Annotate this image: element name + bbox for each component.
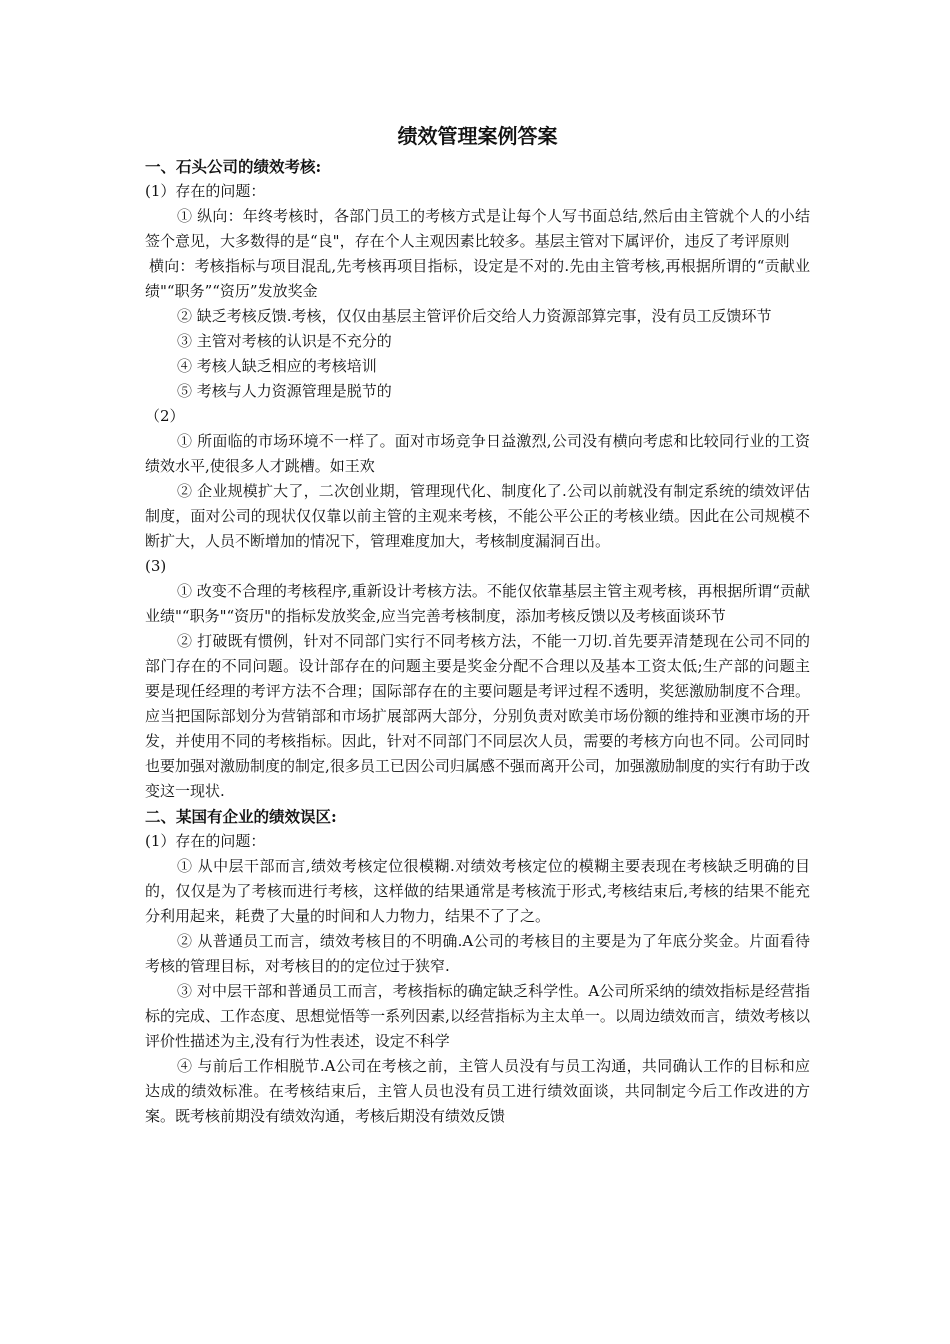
section-1-part-2-item: ② 企业规模扩大了，二次创业期，管理现代化、制度化了.公司以前就没有制定系统的绩效评估制度，面对公司的现状仅仅靠以前主管的主观来考核，不能公平公正的考核业绩。因此在公司规模不断扩大，人员不断增加的情况下，管理难度加大，考核制度漏洞百出。 — [145, 482, 810, 550]
section-2-part-1-item: ① 从中层干部而言,绩效考核定位很模糊.对绩效考核定位的模糊主要表现在考核缺乏明确的目的，仅仅是为了考核而进行考核，这样做的结果通常是考核流于形式,考核结束后,考核的结果不能充分利用起来，耗费了大量的时间和人力物力，结果不了了之。 — [145, 857, 810, 925]
section-1-part-1-label: (1）存在的问题： — [145, 182, 266, 200]
section-1-part-1-item: ① 纵向：年终考核时，各部门员工的考核方式是让每个人写书面总结,然后由主管就个人的小结签个意见，大多数得的是“良"，存在个人主观因素比较多。基层主管对下属评价，违反了考评原则 — [145, 207, 810, 250]
section-2-part-1-item: ④ 与前后工作相脱节.A公司在考核之前，主管人员没有与员工沟通，共同确认工作的目标和应达成的绩效标准。在考核结束后，主管人员也没有员工进行绩效面谈，共同制定今后工作改进的方案。既考核前期没有绩效沟通，考核后期没有绩效反馈 — [145, 1057, 810, 1125]
section-2-heading: 二、某国有企业的绩效误区: — [145, 807, 337, 826]
section-1-part-2-label: （2） — [145, 407, 185, 425]
section-1-part-3-label: (3) — [145, 557, 167, 575]
section-1-part-1-item: ② 缺乏考核反馈.考核，仅仅由基层主管评价后交给人力资源部算完事，没有员工反馈环节 — [177, 307, 772, 325]
section-1-heading: 一、石头公司的绩效考核: — [145, 157, 322, 176]
section-1-part-1-item: 横向：考核指标与项目混乱,先考核再项目指标，设定是不对的.先由主管考核,再根据所谓的“贡献业绩"“职务”“资历”发放奖金 — [145, 257, 810, 300]
section-1-part-1-item: ③ 主管对考核的认识是不充分的 — [177, 332, 392, 350]
document-title: 绩效管理案例答案 — [397, 124, 558, 148]
section-1-part-1-item: ⑤ 考核与人力资源管理是脱节的 — [177, 382, 392, 400]
document-page — [145, 118, 810, 1129]
section-1-part-2-item: ① 所面临的市场环境不一样了。面对市场竞争日益激烈,公司没有横向考虑和比较同行业的工资绩效水平,使很多人才跳槽。如王欢 — [145, 432, 810, 475]
section-2-part-1-label: (1）存在的问题： — [145, 832, 266, 850]
section-1-part-1-item: ④ 考核人缺乏相应的考核培训 — [177, 357, 377, 375]
section-1-part-3-item: ① 改变不合理的考核程序,重新设计考核方法。不能仅依靠基层主管主观考核，再根据所谓“贡献业绩"“职务"“资历"的指标发放奖金,应当完善考核制度，添加考核反馈以及考核面谈环节 — [145, 582, 810, 625]
section-1-part-3-item: ② 打破既有惯例，针对不同部门实行不同考核方法，不能一刀切.首先要弄清楚现在公司不同的部门存在的不同问题。设计部存在的问题主要是奖金分配不合理以及基本工资太低;生产部的问题主要是现任经理的考评方法不合理；国际部存在的主要问题是考评过程不透明，奖惩激励制度不合理。应当把国际部划分为营销部和市场扩展部两大部分，分别负责对欧美市场份额的维持和亚澳市场的开发，并使用不同的考核指标。因此，针对不同部门不同层次人员，需要的考核方向也不同。公司同时也要加强对激励制度的制定,很多员工已因公司归属感不强而离开公司，加强激励制度的实行有助于改变这一现状. — [145, 632, 810, 800]
section-2-part-1-item: ② 从普通员工而言，绩效考核目的不明确.A公司的考核目的主要是为了年底分奖金。片面看待考核的管理目标，对考核目的的定位过于狭窄. — [145, 932, 810, 975]
section-2-part-1-item: ③ 对中层干部和普通员工而言，考核指标的确定缺乏科学性。A公司所采纳的绩效指标是经营指标的完成、工作态度、思想觉悟等一系列因素,以经营指标为主太单一。以周边绩效而言，绩效考核以评价性描述为主,没有行为性表述，设定不科学 — [145, 982, 810, 1050]
